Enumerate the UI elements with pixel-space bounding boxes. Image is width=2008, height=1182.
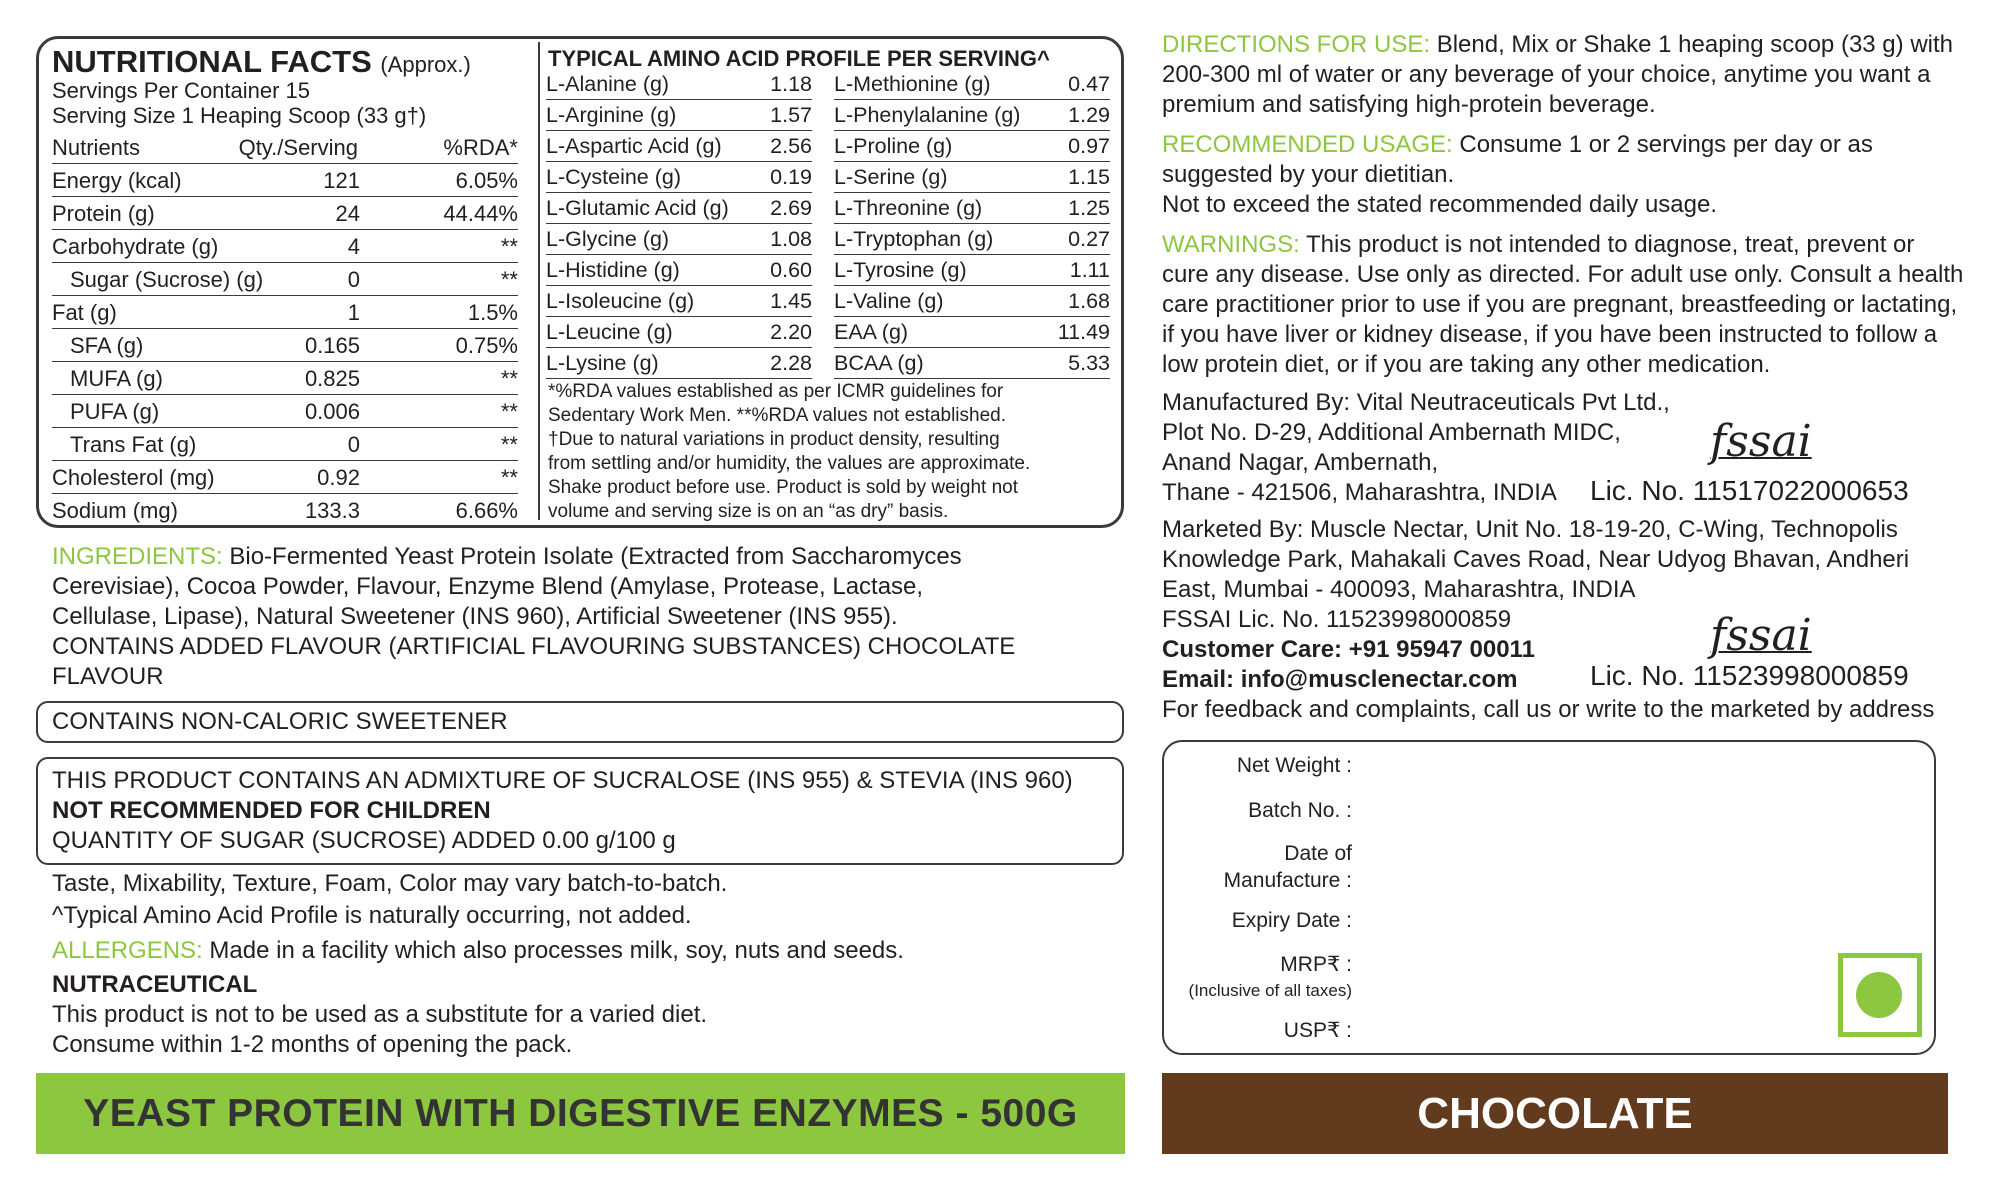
manufacturer-section: Manufactured By: Vital Neutraceuticals Pvt Ltd., Plot No. D-29, Additional Ambernath MIDC, Anand Nagar, Ambernath, Thane - 421506, Maharashtra, INDIA — [1162, 389, 1670, 506]
marketer-license: Lic. No. 11523998000859 — [1590, 660, 1909, 691]
amino-row: L-Cysteine (g) 0.19 — [546, 161, 812, 193]
veg-dot-icon — [1856, 972, 1902, 1018]
amino-row: EAA (g) 11.49 — [834, 316, 1110, 348]
amino-row: L-Threonine (g) 1.25 — [834, 192, 1110, 224]
marketer-section: Marketed By: Muscle Nectar, Unit No. 18-19-20, C-Wing, Technopolis Knowledge Park, Mahakali Caves Road, Near Udyog Bhavan, Andheri East, Mumbai - 400093, Maharashtra, INDIA FSSAI Lic. No. 11523998000859 Customer Care: +91 95947 00011 Email: info@musclenectar.com For feedback and complaints, call us or write to the marketed by address — [1162, 515, 2002, 725]
sweetener-text: CONTAINS NON-CALORIC SWEETENER — [52, 708, 508, 735]
amino-row: L-Isoleucine (g) 1.45 — [546, 285, 812, 317]
servings-per-container: Servings Per Container 15 — [52, 78, 311, 103]
ingredients-label: INGREDIENTS: — [52, 543, 223, 570]
misc-notes: Taste, Mixability, Texture, Foam, Color may vary batch-to-batch. ^Typical Amino Acid Profile is naturally occurring, not added. ALLERGENS: Made in a facility which also processes milk, soy, nuts and seeds. NUTRACEUTICAL This product is not to be used as a substitute for a varied diet. Consume within 1-2 months of opening the pack. — [52, 869, 1122, 1060]
amino-row: L-Glutamic Acid (g) 2.69 — [546, 192, 812, 224]
net-weight-label: Net Weight : — [1236, 754, 1352, 777]
manufacture-label: Manufacture : — [1223, 869, 1352, 892]
amino-row: L-Alanine (g) 1.18 — [546, 68, 812, 100]
warnings-label: WARNINGS: — [1162, 231, 1300, 258]
flavour-banner: CHOCOLATE — [1162, 1073, 1948, 1154]
serving-size: Serving Size 1 Heaping Scoop (33 g†) — [52, 103, 427, 128]
amino-row: L-Glycine (g) 1.08 — [546, 223, 812, 255]
amino-row: L-Tyrosine (g) 1.11 — [834, 254, 1110, 286]
amino-row: L-Leucine (g) 2.20 — [546, 316, 812, 348]
nutrition-title: NUTRITIONAL FACTS (Approx.) — [52, 44, 471, 79]
fssai-logo: fssai — [1710, 416, 1812, 467]
nutrition-row-sodium: Sodium (mg) 133.3 6.66% — [52, 498, 518, 523]
fssai-logo: fssai — [1710, 610, 1812, 661]
amino-acid-title: TYPICAL AMINO ACID PROFILE PER SERVING^ — [548, 46, 1050, 71]
allergens-label: ALLERGENS: — [52, 937, 203, 964]
nutrition-row-sfa: SFA (g) 0.165 0.75% — [52, 329, 518, 362]
warnings-section: WARNINGS: This product is not intended to diagnose, treat, prevent or cure any disease. Use only as directed. For adult use only. Consult a health care practitioner prior to use if you are pregnant, breastfeeding or lactating, if you have liver or kidney disease, if you have been instructed to follow a low protein diet, or if you are taking any other medication. — [1162, 231, 1964, 378]
directions-label: DIRECTIONS FOR USE: — [1162, 31, 1431, 58]
nutrition-header-row: Nutrients Qty./Serving %RDA* — [52, 131, 518, 164]
customer-care: Customer Care: +91 95947 00011 — [1162, 636, 1535, 663]
amino-row: L-Valine (g) 1.68 — [834, 285, 1110, 317]
manufacturer-license: Lic. No. 11517022000653 — [1590, 475, 1909, 506]
amino-row: L-Aspartic Acid (g) 2.56 — [546, 130, 812, 162]
amino-row: L-Serine (g) 1.15 — [834, 161, 1110, 193]
nutrition-row-energy: Energy (kcal) 121 6.05% — [52, 164, 518, 197]
usage-label: RECOMMENDED USAGE: — [1162, 131, 1453, 158]
amino-row: L-Methionine (g) 0.47 — [834, 68, 1110, 100]
nutrition-box-divider — [538, 42, 540, 520]
nutrition-row-fat: Fat (g) 1 1.5% — [52, 296, 518, 329]
product-name-banner: YEAST PROTEIN WITH DIGESTIVE ENZYMES - 500G — [36, 1073, 1125, 1154]
batch-no-label: Batch No. : — [1248, 799, 1352, 822]
nutraceutical-title: NUTRACEUTICAL — [52, 971, 258, 998]
amino-row: L-Lysine (g) 2.28 — [546, 347, 812, 379]
batch-info-box — [1162, 740, 1936, 1055]
amino-row: L-Arginine (g) 1.57 — [546, 99, 812, 131]
not-for-children: NOT RECOMMENDED FOR CHILDREN — [52, 797, 491, 824]
directions-section: DIRECTIONS FOR USE: Blend, Mix or Shake 1 heaping scoop (33 g) with 200-300 ml of water or any beverage of your choice, anytime you want a premium and satisfying high-protein beverage. — [1162, 31, 1953, 118]
amino-row: L-Tryptophan (g) 0.27 — [834, 223, 1110, 255]
nutrition-row-sugar: Sugar (Sucrose) (g) 0 ** — [52, 263, 518, 296]
nutrition-row-carbohydrate: Carbohydrate (g) 4 ** — [52, 230, 518, 263]
amino-row: L-Phenylalanine (g) 1.29 — [834, 99, 1110, 131]
ingredients-section: INGREDIENTS: Bio-Fermented Yeast Protein Isolate (Extracted from Saccharomyces Cerevisiae), Cocoa Powder, Flavour, Enzyme Blend (Amylase, Protease, Lactase, Cellulase, Lipase), Natural Sweetener (INS 960), Artificial Sweetener (INS 955). CONTAINS ADDED FLAVOUR (ARTIFICIAL FLAVOURING SUBSTANCES) CHOCOLATE FLAVOUR — [52, 543, 1016, 690]
usp-label: USP₹ : — [1283, 1019, 1352, 1042]
rda-footnotes: *%RDA values established as per ICMR guidelines for Sedentary Work Men. **%RDA values not established. †Due to natural variations in product density, resulting from settling and/or humidity, the values are approximate. Shake product before use. Product is sold by weight not volume and serving size is on an “as dry” basis. — [548, 381, 1031, 522]
mrp-note: (Inclusive of all taxes) — [1188, 981, 1352, 1000]
usage-section: RECOMMENDED USAGE: Consume 1 or 2 servings per day or as suggested by your dietitian. Not to exceed the stated recommended daily usage. — [1162, 131, 1873, 218]
nutrition-row-mufa: MUFA (g) 0.825 ** — [52, 362, 518, 395]
amino-row: L-Histidine (g) 0.60 — [546, 254, 812, 286]
amino-row: BCAA (g) 5.33 — [834, 347, 1110, 379]
email: Email: info@musclenectar.com — [1162, 666, 1518, 693]
admixture-text: THIS PRODUCT CONTAINS AN ADMIXTURE OF SUCRALOSE (INS 955) & STEVIA (INS 960) NOT RECOMMENDED FOR CHILDREN QUANTITY OF SUGAR (SUCROSE) ADDED 0.00 g/100 g — [52, 766, 1118, 856]
nutrition-row-cholesterol: Cholesterol (mg) 0.92 ** — [52, 461, 518, 494]
nutrition-row-protein: Protein (g) 24 44.44% — [52, 197, 518, 230]
amino-row: L-Proline (g) 0.97 — [834, 130, 1110, 162]
nutrition-row-pufa: PUFA (g) 0.006 ** — [52, 395, 518, 428]
mrp-label: MRP₹ : — [1280, 953, 1352, 976]
date-of-label: Date of — [1284, 842, 1352, 865]
expiry-date-label: Expiry Date : — [1231, 909, 1352, 932]
nutrition-row-trans-fat: Trans Fat (g) 0 ** — [52, 428, 518, 461]
